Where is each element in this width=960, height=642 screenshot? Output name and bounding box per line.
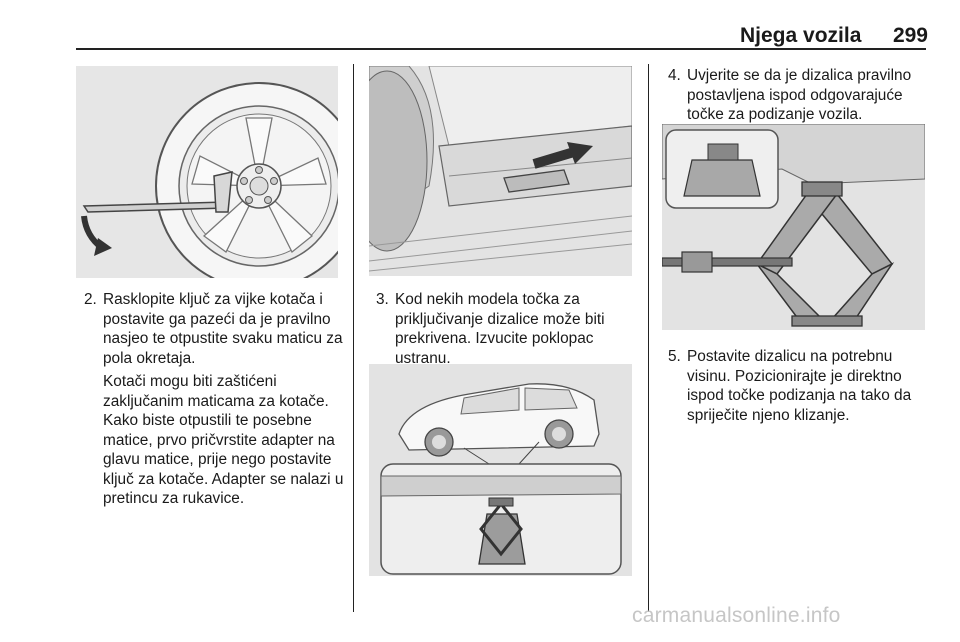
step-4	[668, 66, 930, 125]
step-2	[84, 290, 344, 509]
step-note: Kotači mogu biti zaštićeni zaključanim maticama za kotače. Kako biste otpustili te posebne matice, prvo pričvrstite adapter na glavu matice, prije nego postavite ključ za kotače. Adapter se nalazi u pretincu za rukavice.	[103, 373, 344, 507]
step-5	[668, 347, 930, 425]
watermark: carmanualsonline.info	[632, 604, 841, 627]
page-title: Njega vozila	[740, 24, 862, 47]
jack-point-cover-illustration	[369, 66, 632, 276]
step-text: Postavite dizalicu na potrebnu visinu. Pozicionirajte je direktno ispod točke podizanja na tako da spriječite njeno klizanje.	[687, 348, 912, 424]
step-number: 2.	[84, 291, 97, 308]
step-number: 4.	[668, 67, 681, 84]
step-3	[376, 290, 628, 368]
scissor-jack-illustration	[662, 124, 925, 330]
header-rule	[76, 48, 926, 50]
step-text: Uvjerite se da je dizalica pravilno postavljena ispod odgovarajuće točke za podizanje vozila.	[687, 67, 912, 123]
step-number: 5.	[668, 348, 681, 365]
car-jack-position-illustration	[369, 364, 632, 576]
step-text: Rasklopite ključ za vijke kotača i postavite ga pazeći da je pravilno nasjeo te otpustite svaku maticu za pola okretaja.	[103, 291, 343, 367]
step-text: Kod nekih modela točka za priključivanje dizalice može biti prekrivena. Izvucite poklopac ustranu.	[395, 291, 605, 367]
step-number: 3.	[376, 291, 389, 308]
wheel-wrench-illustration	[76, 66, 338, 278]
page-number: 299	[892, 24, 928, 47]
column-divider-2	[648, 64, 649, 612]
column-divider-1	[353, 64, 354, 612]
